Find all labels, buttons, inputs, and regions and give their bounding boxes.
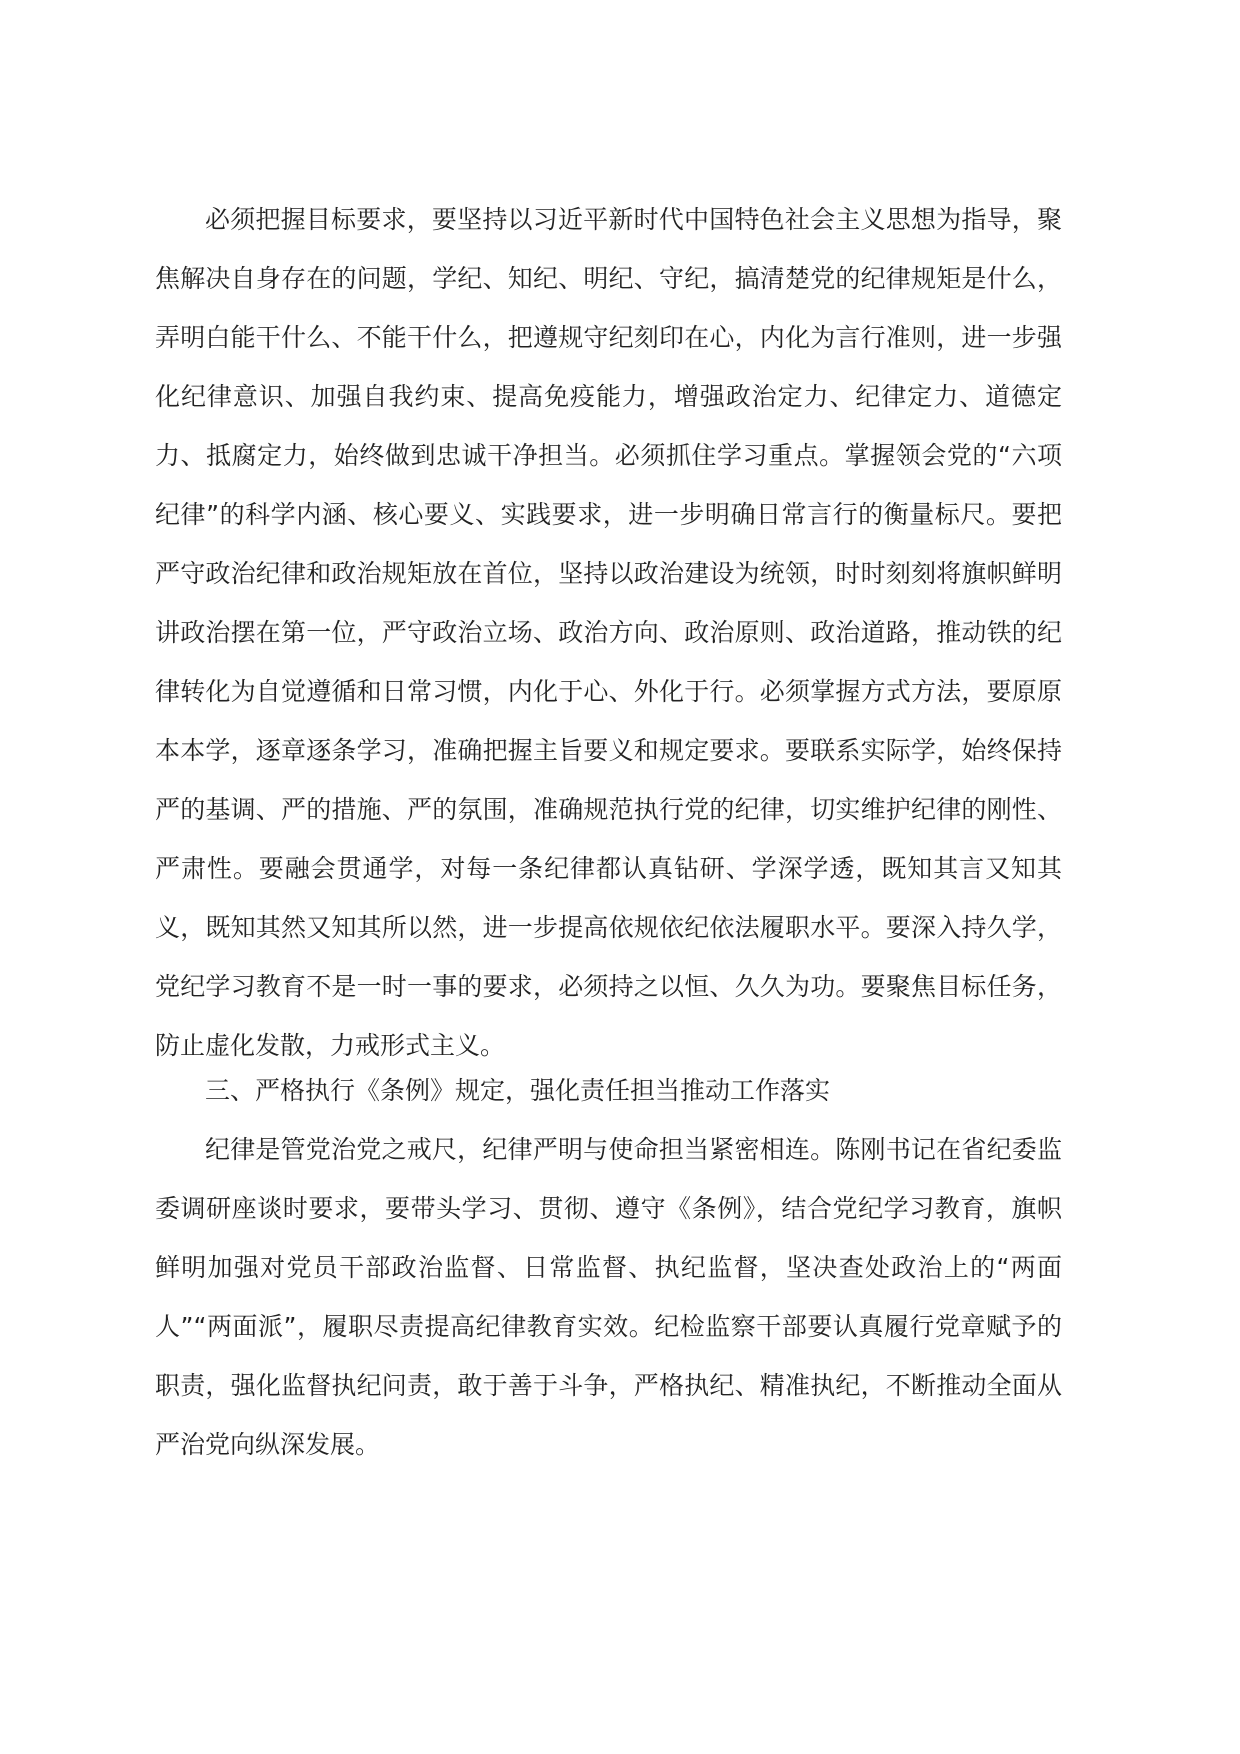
body-text-section-1 (155, 190, 1062, 1075)
paragraph-study-requirements: 必须把握目标要求，要坚持以习近平新时代中国特色社会主义思想为指导，聚焦解决自身存在的问题，学纪、知纪、明纪、守纪，搞清楚党的纪律规矩是什么，弄明白能干什么、不能干什么，把遵规守纪刻印在心，内化为言行准则，进一步强化纪律意识、加强自我约束、提高免疫能力，增强政治定力、纪律定力、道德定力、抵腐定力，始终做到忠诚干净担当。必须抓住学习重点。掌握领会党的“六项纪律”的科学内涵、核心要义、实践要求，进一步明确日常言行的衡量标尺。要把严守政治纪律和政治规矩放在首位，坚持以政治建设为统领，时时刻刻将旗帜鲜明讲政治摆在第一位，严守政治立场、政治方向、政治原则、政治道路，推动铁的纪律转化为自觉遵循和日常习惯，内化于心、外化于行。必须掌握方式方法，要原原本本学，逐章逐条学习，准确把握主旨要义和规定要求。要联系实际学，始终保持严的基调、严的措施、严的氛围，准确规范执行党的纪律，切实维护纪律的刚性、严肃性。要融会贯通学，对每一条纪律都认真钻研、学深学透，既知其言又知其义，既知其然又知其所以然，进一步提高依规依纪依法履职水平。要深入持久学，党纪学习教育不是一时一事的要求，必须持之以恒、久久为功。要聚焦目标任务，防止虚化发散，力戒形式主义。 (155, 205, 1062, 1060)
section-heading-three: 三、严格执行《条例》规定，强化责任担当推动工作落实 (205, 1076, 831, 1105)
body-text-section-2 (155, 1061, 1062, 1474)
paragraph-discipline-implementation: 纪律是管党治党之戒尺，纪律严明与使命担当紧密相连。陈刚书记在省纪委监委调研座谈时要求，要带头学习、贯彻、遵守《条例》，结合党纪学习教育，旗帜鲜明加强对党员干部政治监督、日常监督、执纪监督，坚决查处政治上的“两面人”“两面派”，履职尽责提高纪律教育实效。纪检监察干部要认真履行党章赋予的职责，强化监督执纪问责，敢于善于斗争，严格执纪、精准执纪，不断推动全面从严治党向纵深发展。 (155, 1135, 1062, 1459)
